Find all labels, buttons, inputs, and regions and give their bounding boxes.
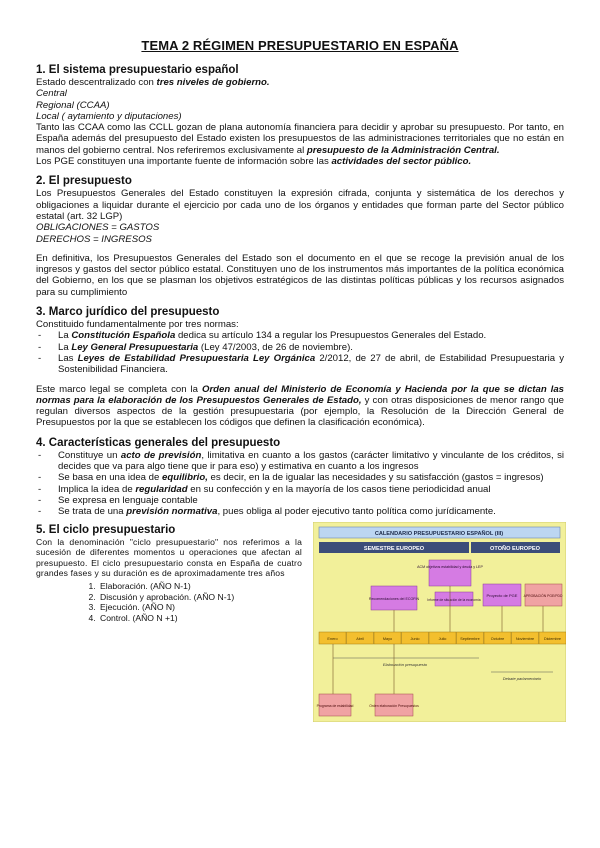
month-label: Junio [410, 636, 420, 641]
s5-phase-list [36, 581, 302, 624]
list-item: - Se trata de una previsión normativa, pues obliga al poder ejecutivo tanto política como jurídicamente. [36, 506, 564, 517]
s5-paragraph: Con la denominación "ciclo presupuestario" nos referimos a la sucesión de diferentes momentos u operaciones que afectan al presupuesto. El ciclo presupuestario consta en España de cuatro grandes fases y su duración es de aproximadamente tres años [36, 536, 302, 579]
month-label: Septiembre [460, 636, 480, 641]
s2-paragraph-1: Los Presupuestos Generales del Estado constituyen la expresión cifrada, conjunta y sistemática de los derechos y obligaciones a liquidar durante el ejercicio por cada uno de los órganos y entidades que forman parte del Sector público estatal (art. 32 LGP) [36, 188, 564, 222]
s3-list [36, 330, 564, 375]
month-label: Diciembre [543, 636, 562, 641]
otono-label: OTOÑO EUROPEO [490, 545, 540, 552]
s1-level-central: Central [36, 88, 67, 100]
acm-box-text: ACM objetivos estabilidad y deuda y LEP [417, 564, 483, 569]
section-5 [36, 524, 564, 720]
month-label: Julio [438, 636, 447, 641]
list-item: 1. Elaboración. (AÑO N-1) [98, 581, 302, 592]
list-item: - Constituye un acto de previsión, limitativa en cuanto a los gastos (carácter limitativo y vinculante de los créditos, si decides que va para algo tiene que ir para eso) y estimativa en cuanto a los ingresos [36, 450, 564, 473]
list-item: - Se basa en una idea de equilibrio, es decir, en la de igualar las necesidades y su satisfacción (gastos = ingresos) [36, 472, 564, 483]
acm-box [429, 560, 471, 586]
month-label: Octubre [490, 636, 505, 641]
orden-text: Orden elaboración Presupuestos [369, 703, 419, 708]
budget-calendar-diagram [313, 522, 566, 722]
semestre-label: SEMESTRE EUROPEO [363, 545, 425, 552]
list-item: - La Ley General Presupuestaria (Ley 47/2003, de 26 de noviembre). [36, 342, 564, 353]
elaboracion-label: Elaboración presupuesto [382, 661, 428, 667]
list-item: - Se expresa en lenguaje contable [36, 495, 564, 506]
month-label: Noviembre [515, 636, 535, 641]
programa-text: Programa de estabilidad [316, 703, 354, 708]
s1-last-line: Los PGE constituyen una importante fuente de información sobre las actividades del sector público. [36, 156, 472, 168]
s2-equation-obligaciones: OBLIGACIONES = GASTOS [36, 222, 160, 234]
section-5-heading: 5. El ciclo presupuestario [36, 523, 176, 536]
section-3-heading: 3. Marco jurídico del presupuesto [36, 306, 220, 319]
section-2-heading: 2. El presupuesto [36, 175, 132, 188]
s3-paragraph: Este marco legal se completa con la Orden anual del Ministerio de Economía y Hacienda por la que se dictan las normas para la elaboración de los Presupuestos Generales de Estado, y con otras disposiciones de menor rango que regulan diversos aspectos de la gestión presupuestaria (por ejemplo, la Resolución de la Dirección General de Presupuestos por la que se establecen los códigos que definen la clasificación económica). [36, 383, 565, 429]
month-label: Abril [356, 636, 364, 641]
list-item: 2. Discusión y aprobación. (AÑO N-1) [98, 592, 302, 603]
debate-label: Debate parlamentario [502, 675, 542, 681]
s1-intro: Estado descentralizado con tres niveles de gobierno. [36, 77, 270, 88]
list-item: 3. Ejecución. (AÑO N) [98, 602, 302, 613]
s1-level-regional: Regional (CCAA) [36, 99, 110, 111]
s2-paragraph-2: En definitiva, los Presupuestos Generales del Estado son el documento en el que se recoge la previsión anual de los ingresos y gastos del sector público estatal. Constituyen uno de los instrumentos más importantes de la política económica del Gobierno, en los que se plasman los objetivos estratégicos de las distintas políticas públicas y los recursos asignados para su cumplimiento [36, 252, 564, 298]
s5-text-column [36, 524, 302, 625]
document-page [36, 38, 564, 720]
recomendaciones-text: Recomendaciones del ECOFIN [368, 596, 420, 601]
month-label: Mayo [382, 636, 393, 641]
list-item: - La Constitución Española dedica su artículo 134 a regular los Presupuestos Generales del Estado. [36, 330, 564, 341]
month-label: Enero [327, 636, 338, 641]
s4-list [36, 450, 564, 518]
s1-level-local: Local ( aytamiento y diputaciones) [36, 110, 182, 122]
s1-paragraph: Tanto las CCAA como las CCLL gozan de plana autonomía financiera para decidir y aprobar su presupuesto. Por tanto, en España además del presupuesto del Estado existen los presupuestos de las administraciones territoriales que no están en manos del gobierno central. Nos referiremos exclusivamente al presupuesto de la Administración Central. [36, 122, 564, 156]
section-4-heading: 4. Características generales del presupuesto [36, 436, 281, 449]
s2-equation-derechos: DERECHOS = INGRESOS [36, 233, 152, 245]
informe-text: Informe de situación de la economía [427, 597, 481, 602]
aprobacion-text: APROBACIÓN PGE/PDD [523, 593, 563, 598]
diagram-title: CALENDARIO PRESUPUESTARIO ESPAÑOL (III) [374, 530, 504, 537]
list-item: - Implica la idea de regularidad en su confección y en la mayoría de los casos tiene periodicidad anual [36, 484, 564, 495]
page-title: TEMA 2 RÉGIMEN PRESUPUESTARIO EN ESPAÑA [141, 38, 459, 53]
proyecto-text: Proyecto de PGE [486, 592, 518, 598]
s3-intro: Constituido fundamentalmente por tres normas: [36, 319, 239, 331]
section-1-heading: 1. El sistema presupuestario español [36, 64, 239, 76]
month-row [319, 632, 566, 644]
list-item: 4. Control. (AÑO N +1) [98, 613, 302, 624]
list-item: - Las Leyes de Estabilidad Presupuestaria Ley Orgánica 2/2012, de 27 de abril, de Estabilidad Presupuestaria y Sostenibilidad Financiera. [36, 353, 564, 376]
